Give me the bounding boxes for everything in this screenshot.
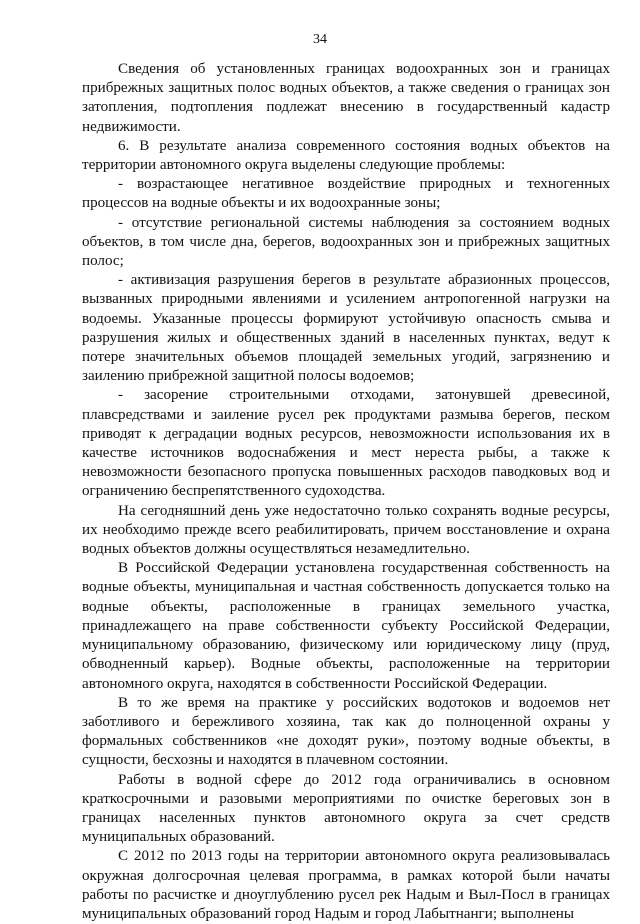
- paragraph-no-owner: В то же время на практике у российских водотоков и водоемов нет заботливого и бережливого хозяина, так как до полноценной охраны у формальных собственников «не доходят руки», поэтому водные объекты, в сущности, бесхозны и находятся в плачевном состоянии.: [82, 694, 610, 769]
- paragraph-problems-intro: 6. В результате анализа современного состояния водных объектов на территории автономного округа выделены следующие проблемы:: [82, 137, 610, 174]
- page-number: 34: [313, 32, 327, 47]
- list-item-no-monitoring: - отсутствие региональной системы наблюдения за состоянием водных объектов, в том числе дна, берегов, водоохранных зон и прибрежных защитных полос;: [82, 214, 610, 270]
- paragraph-rehabilitation: На сегодняшний день уже недостаточно только сохранять водные ресурсы, их необходимо прежде всего реабилитировать, причем восстановление и охрана водных объектов должны осуществляться незамедлительно.: [82, 502, 610, 558]
- document-body: [82, 60, 610, 924]
- paragraph-ownership: В Российской Федерации установлена государственная собственность на водные объекты, муниципальная и частная собственность допускается только на водные объекты, расположенные в границах земельного участка, принадлежащего на праве собственности субъекту Российской Федерации, муниципальному образованию, физическому или юридическому лицу (пруд, обводненный карьер). Водные объекты, расположенные на территории автономного округа, находятся в собственности Российской Федерации.: [82, 560, 610, 692]
- paragraph-program-2012-2013: С 2012 по 2013 годы на территории автономного округа реализовывалась окружная долгосрочная целевая программа, в рамках которой были начаты работы по расчистке и дноуглублению русел рек Надым и Выл-Посл в границах муниципальных образований город Надым и город Лабытнанги; выполнены: [82, 848, 610, 922]
- paragraph-cadastre-info: Сведения об установленных границах водоохранных зон и границах прибрежных защитных полос водных объектов, а также сведения о границах зон затопления, подтопления подлежат внесению в государственный кадастр недвижимости.: [82, 61, 610, 135]
- list-item-bank-erosion: - активизация разрушения берегов в результате абразионных процессов, вызванных природными явлениями и усилением антропогенной нагрузки на водоемы. Указанные процессы формируют устойчивую опасность смыва и разрушения жилых и общественных зданий в населенных пунктах, ведут к потере значительных объемов площадей земельных угодий, загрязнению и заилению прибрежной защитной полосы водоемов;: [82, 272, 610, 385]
- list-item-negative-impact: - возрастающее негативное воздействие природных и техногенных процессов на водные объекты и их водоохранные зоны;: [82, 176, 610, 212]
- paragraph-works-before-2012: Работы в водной сфере до 2012 года ограничивались в основном краткосрочными и разовыми мероприятиями по очистке береговых зон в границах населенных пунктов автономного округа за счет средств муниципальных образований.: [82, 771, 610, 846]
- list-item-littering: - засорение строительными отходами, затонувшей древесиной, плавсредствами и заиление русел рек продуктами размыва берегов, песком приводят к деградации водных ресурсов, невозможности использования их в качестве источников водоснабжения и мест нереста рыбы, а также к невозможности безопасного пропуска повышенных расходов паводковых вод и ограничению беспрепятственного судоходства.: [82, 387, 610, 500]
